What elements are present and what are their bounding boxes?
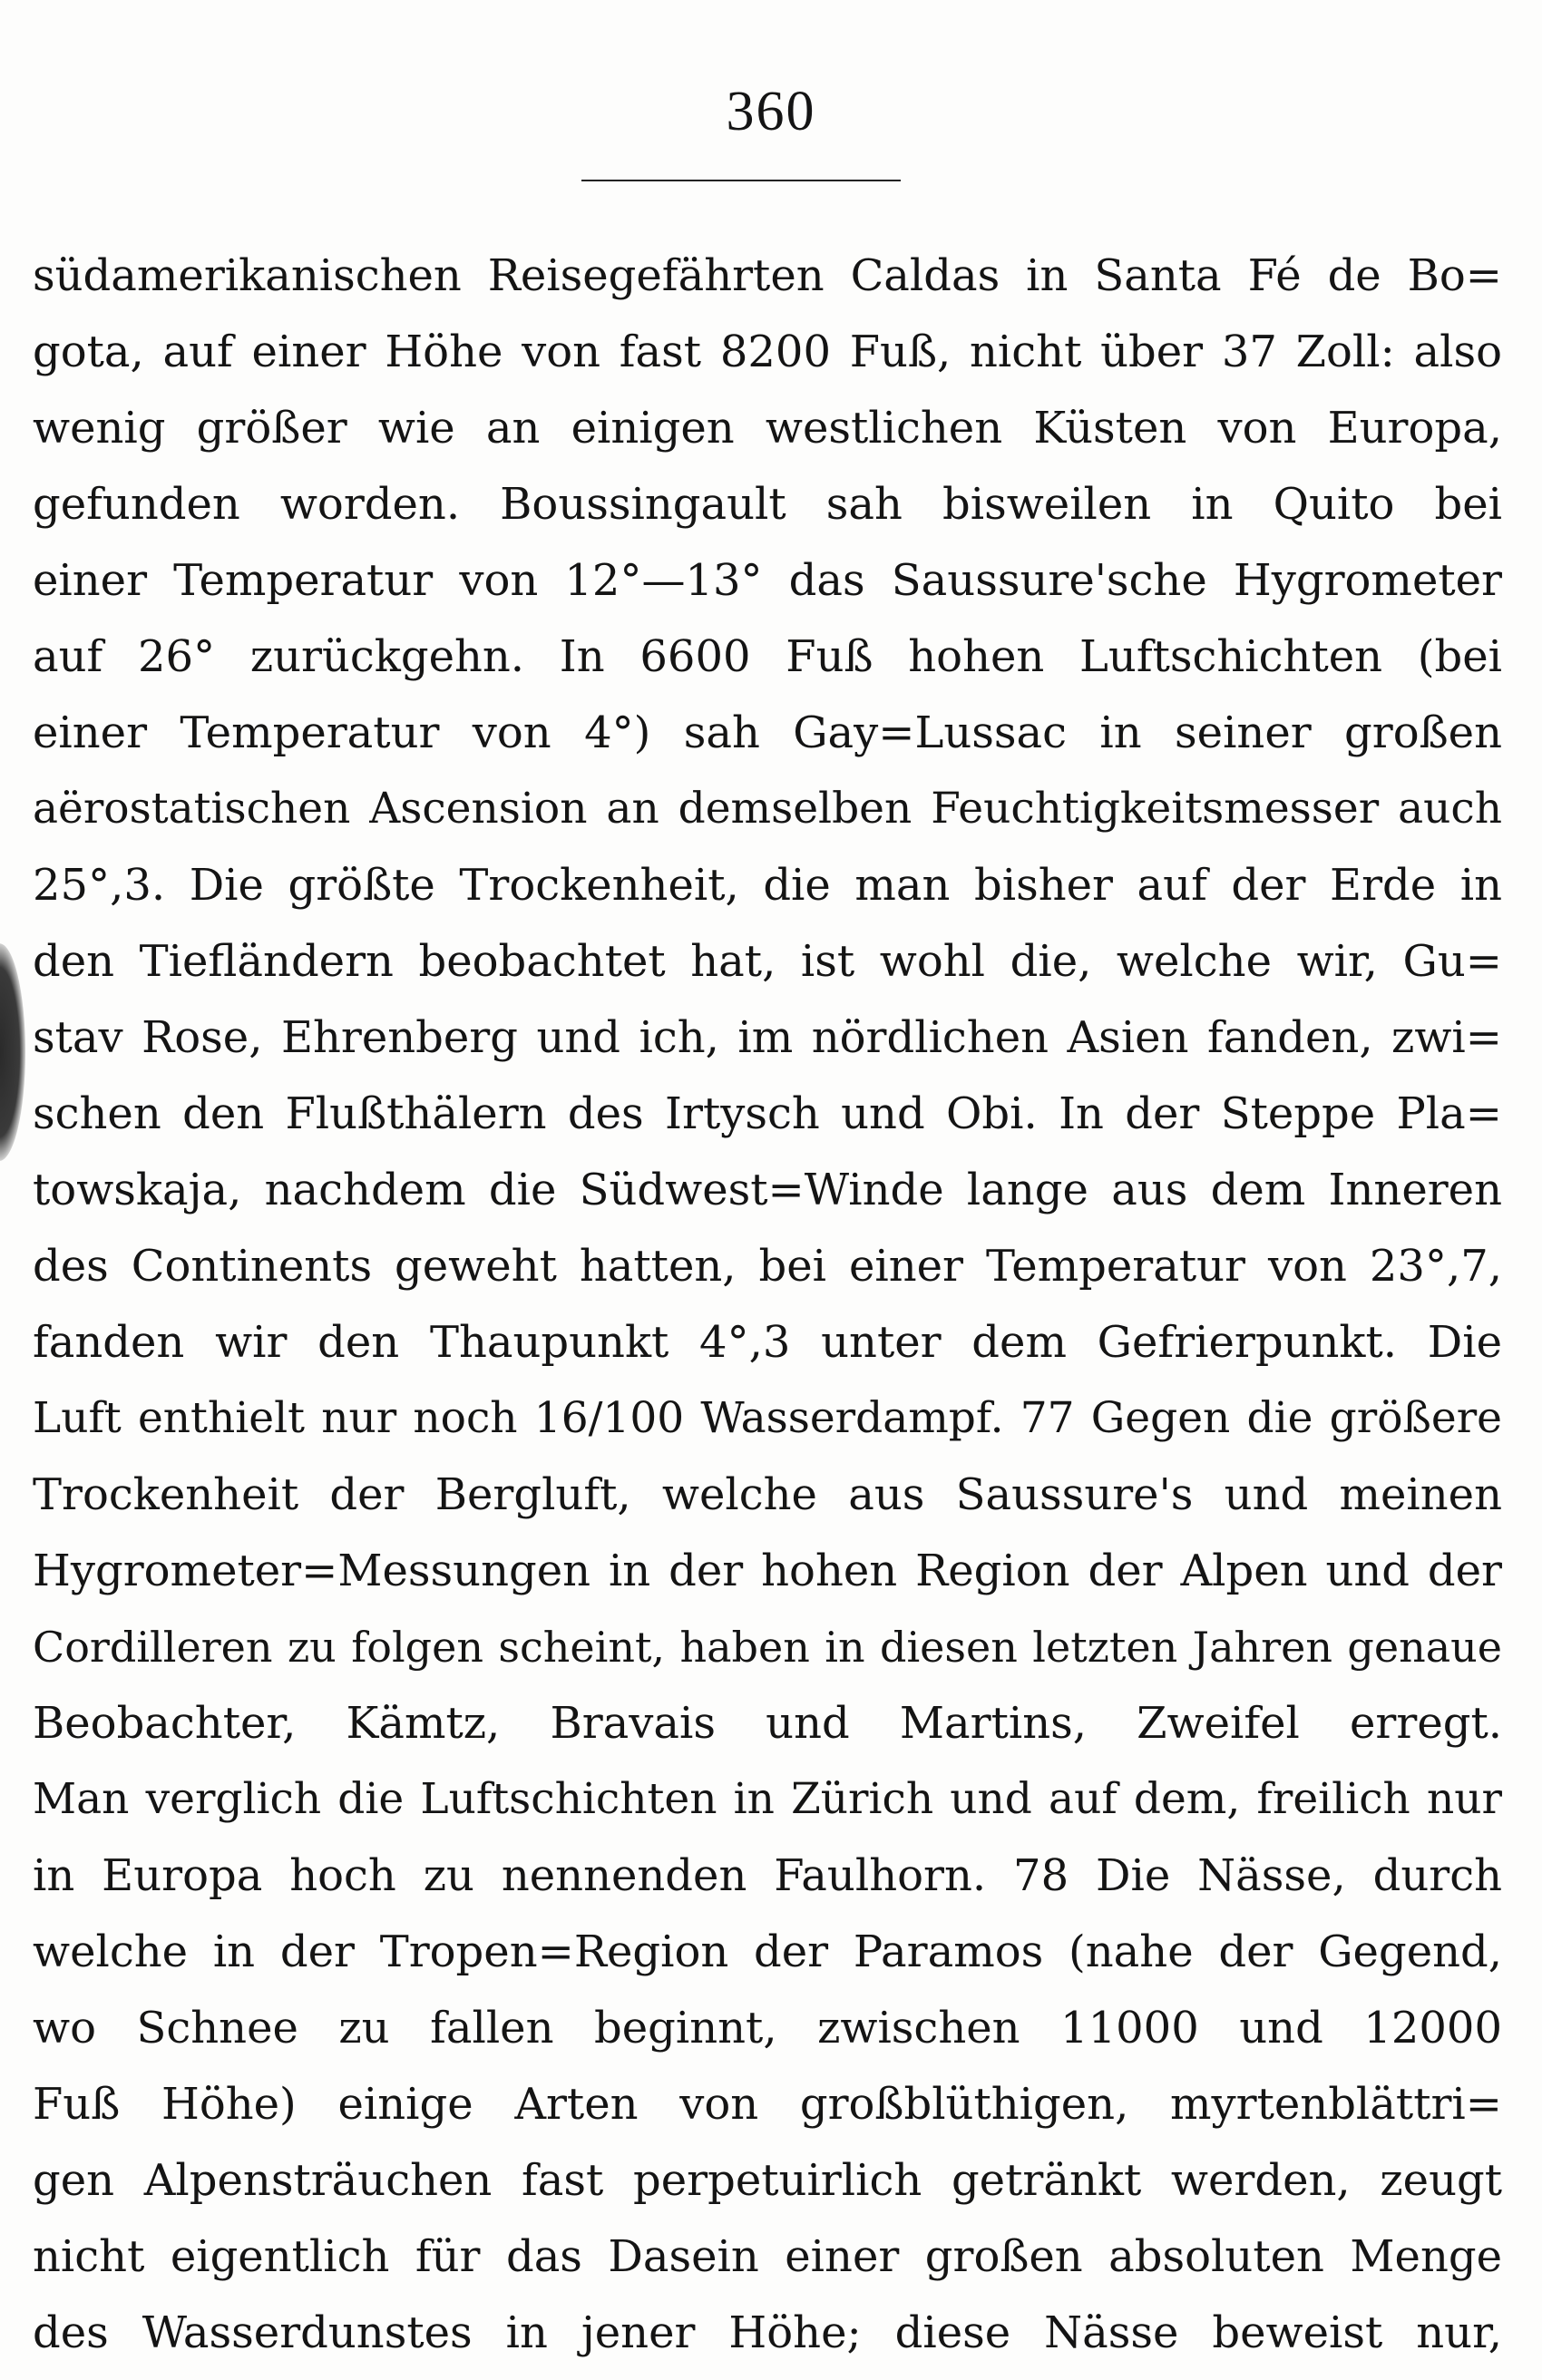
- text-line: 25°,3. Die größte Trockenheit, die man bisher auf der Erde in: [33, 860, 1502, 911]
- text-line: einer Temperatur von 4°) sah Gay=Lussac in seiner großen: [33, 707, 1502, 758]
- text-line: wo Schnee zu fallen beginnt, zwischen 11000 und 12000: [33, 2003, 1502, 2053]
- text-line: des Continents geweht hatten, bei einer Temperatur von 23°,7,: [33, 1241, 1502, 1292]
- text-line: welche in der Tropen=Region der Paramos (nahe der Gegend,: [33, 1926, 1502, 1977]
- text-line: Trockenheit der Bergluft, welche aus Saussure's und meinen: [33, 1469, 1502, 1520]
- text-line: des Wasserdunstes in jener Höhe; diese Nässe beweist nur,: [33, 2307, 1502, 2358]
- text-line: stav Rose, Ehrenberg und ich, im nördlichen Asien fanden, zwi=: [33, 1012, 1502, 1063]
- binding-edge-shadow: [0, 943, 25, 1161]
- text-line: fanden wir den Thaupunkt 4°,3 unter dem Gefrierpunkt. Die: [33, 1317, 1502, 1368]
- text-line: nicht eigentlich für das Dasein einer großen absoluten Menge: [33, 2231, 1502, 2282]
- text-line: den Tiefländern beobachtet hat, ist wohl die, welche wir, Gu=: [33, 936, 1502, 987]
- text-line: gen Alpensträuchen fast perpetuirlich getränkt werden, zeugt: [33, 2155, 1502, 2206]
- text-line: schen den Flußthälern des Irtysch und Obi. In der Steppe Pla=: [33, 1088, 1502, 1139]
- text-line: aërostatischen Ascension an demselben Feuchtigkeitsmesser auch: [33, 784, 1502, 834]
- text-line: Cordilleren zu folgen scheint, haben in diesen letzten Jahren genaue: [33, 1623, 1502, 1672]
- text-line: towskaja, nachdem die Südwest=Winde lange aus dem Inneren: [33, 1165, 1502, 1215]
- text-line: einer Temperatur von 12°—13° das Saussure'sche Hygrometer: [33, 555, 1502, 606]
- text-line: Hygrometer=Messungen in der hohen Region der Alpen und der: [33, 1546, 1502, 1596]
- text-line: Fuß Höhe) einige Arten von großblüthigen, myrtenblättri=: [33, 2079, 1502, 2130]
- text-line: Beobachter, Kämtz, Bravais und Martins, Zweifel erregt.: [33, 1698, 1502, 1749]
- text-line: südamerikanischen Reisegefährten Caldas in Santa Fé de Bo=: [33, 250, 1502, 301]
- text-line: auf 26° zurückgehn. In 6600 Fuß hohen Luftschichten (bei: [33, 631, 1502, 682]
- text-line: Luft enthielt nur noch 16/100 Wasserdampf. 77 Gegen die größere: [33, 1393, 1502, 1443]
- header-rule: [581, 180, 901, 181]
- text-line: in Europa hoch zu nennenden Faulhorn. 78 Die Nässe, durch: [33, 1850, 1502, 1901]
- text-line: Man verglich die Luftschichten in Zürich und auf dem, freilich nur: [33, 1774, 1502, 1824]
- text-line: gota, auf einer Höhe von fast 8200 Fuß, nicht über 37 Zoll: also: [33, 327, 1502, 377]
- body-text: [33, 238, 1502, 2371]
- text-line: gefunden worden. Boussingault sah bisweilen in Quito bei: [33, 479, 1502, 530]
- text-line: wenig größer wie an einigen westlichen Küsten von Europa,: [33, 403, 1502, 454]
- page-number: 360: [726, 81, 816, 142]
